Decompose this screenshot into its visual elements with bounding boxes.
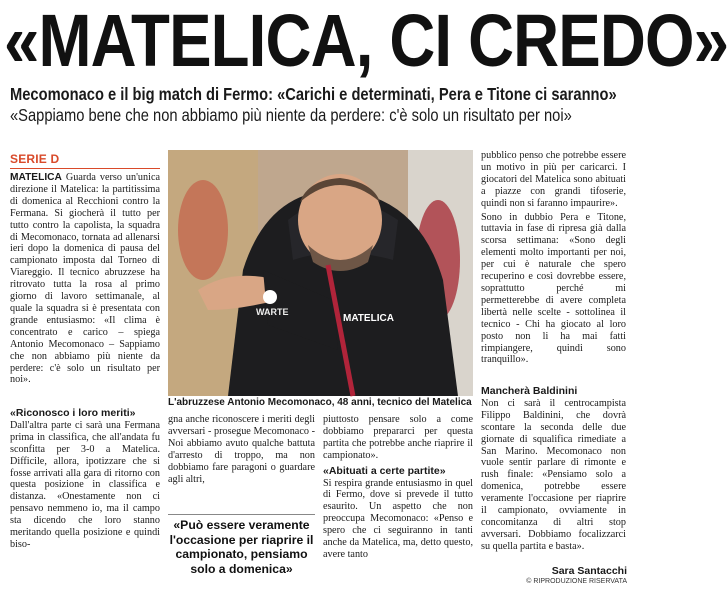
column-4-subhead: Mancherà Baldinini: [481, 385, 578, 397]
headline: «MATELICA, CI CREDO»: [4, 0, 728, 82]
column-1-bottom: [10, 404, 160, 586]
copyright-notice: © RIPRODUZIONE RISERVATA: [526, 578, 627, 585]
column-1-text: Guarda verso un'unica direzione il Matelica: la partitissima di domenica al Recchioni contro la Fermana. Si giocherà il tutto per tutto contro la capolista, la squadra di Mecomonaco, tornata ad allenarsi ieri dopo la domenica di pausa del campionato imposta dal Torneo di Viareggio. Il tecnico abruzzese ha ritrovato tutta la rosa al primo giorno di lavoro settimanale, al quale la squadra si è presentata con grande entusiasmo: «Il clima è concentrato e carico – spiega Antonio Mecomonaco – Sappiamo che non abbiamo più niente da perdere: c'è solo un risultato per noi».: [10, 172, 160, 386]
dateline: MATELICA: [10, 172, 62, 183]
column-2: [168, 414, 315, 514]
column-1-text-2: Dall'altra parte ci sarà una Fermana prima in classifica, che all'andata fu sconfitta per 3-0 a Matelica. Difficile, allora, ipotizzare che si fosse arrivati alla gara di ritorno con questa posizione in classifica e distanza. «Onestamente non ci pensavo nemmeno io, ma il campo sta dicendo che loro stanno meritando quella posizione e quindi biso-: [10, 419, 160, 550]
coach-photo: [168, 150, 473, 396]
pullquote: «Può essere veramente l'occasione per riaprire il campionato, pensiamo solo a domenica»: [169, 518, 314, 576]
column-1-subhead: «Riconosco i loro meriti»: [10, 407, 136, 419]
photo-caption: L'abruzzese Antonio Mecomonaco, 48 anni, tecnico del Matelica: [168, 397, 472, 408]
column-4-text: pubblico penso che potrebbe essere un motivo in più per caricarci. I giocatori del Matelica sono abituati a piazze con grandi tifoserie, quindi non si faranno impaurire».: [481, 150, 626, 209]
subheadline-2: «Sappiamo bene che non abbiamo più niente da perdere: c'è solo un risultato per noi»: [10, 105, 572, 125]
jacket-text: MATELICA: [343, 313, 394, 324]
column-3-text-2: Si respira grande entusiasmo in quel di Fermo, dove si prevede il tutto esaurito. Un aspetto che non preoccupa Mecomonaco: «Penso e spero che ci seguiranno in tanti anche da Matelica, ma, detto questo, avere tanto: [323, 477, 473, 560]
section-label: SERIE D: [10, 152, 60, 166]
author-signature: Sara Santacchi: [551, 565, 627, 577]
coach-illustration: [168, 150, 473, 396]
column-3-text: piuttosto pensare solo a come dobbiamo prepararci per questa partita che potrebbe anche riaprire il campionato».: [323, 414, 473, 461]
column-3-subhead: «Abituati a certe partite»: [323, 464, 446, 477]
subheadline-1: Mecomonaco e il big match di Fermo: «Carichi e determinati, Pera e Titone ci saranno»: [10, 84, 617, 104]
column-4-text-2: Sono in dubbio Pera e Titone, tuttavia in fase di ripresa già dalla scorsa settimana: «Sono degli elementi molto importanti per noi, per cui è naturale che spero recuperino e così dovrebbe essere, soprattutto perché mi permetterebbe di avere completa libertà nelle scelte - sottolinea il tecnico - Chi ha giocato al loro posto non li ha mai fatti rimpiangere, quindi sono tranquillo».: [481, 211, 626, 366]
column-4-bottom: [481, 382, 626, 568]
pullquote-rule: [168, 514, 315, 515]
section-rule: [10, 168, 160, 169]
column-1: [10, 172, 160, 404]
column-4-text-3: Non ci sarà il centrocampista Filippo Baldinini, che dovrà scontare la seconda delle due giornate di squalifica rimediate a San Marino. Mecomonaco non vuole sentir parlare di rimonte e rush finale: «Pensiamo solo a domenica, potrebbe essere veramente l'occasione per riaprire il campionato, ovviamente in concomitanza di altri stop avversari. Dobbiamo focalizzarci su quella partita e basta».: [481, 397, 626, 552]
column-4: [481, 150, 626, 382]
brand-text: WARTE: [256, 307, 289, 317]
column-3: [323, 414, 473, 586]
column-2-text: gna anche riconoscere i meriti degli avversari - prosegue Mecomonaco - Noi abbiamo avuto qualche battuta d'arresto di troppo, ma non dobbiamo fare paragoni o guardare agli altri,: [168, 414, 315, 485]
